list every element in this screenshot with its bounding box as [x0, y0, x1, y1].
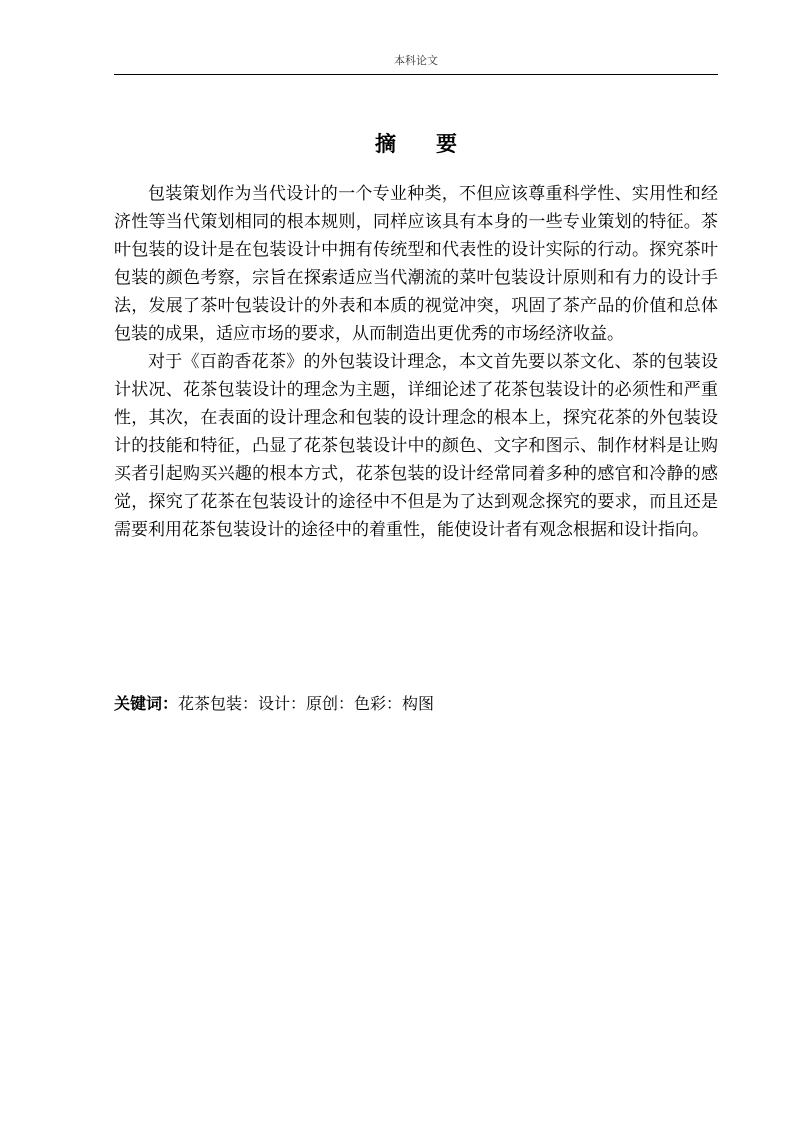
page-title	[114, 130, 718, 158]
abstract-paragraph-2: 对于《百韵香花茶》的外包装设计理念，本文首先要以茶文化、茶的包装设计状况、花茶包装设计的理念为主题，详细论述了花茶包装设计的必须性和严重性，其次，在表面的设计理念和包装的设计理念的根本上，探究花茶的外包装设计的技能和特征，凸显了花茶包装设计中的颜色、文字和图示、制作材料是让购买者引起购买兴趣的根本方式，花茶包装的设计经常同着多种的感官和冷静的感觉，探究了花茶在包装设计的途径中不但是为了达到观念探究的要求，而且还是需要利用花茶包装设计的途径中的着重性，能使设计者有观念根据和设计指向。	[114, 352, 718, 540]
running-header	[114, 53, 718, 69]
running-title: 本科论文	[394, 54, 438, 67]
keywords-values: 花茶包装：设计：原创：色彩：构图	[178, 694, 435, 713]
title-char-1: 摘	[375, 131, 396, 156]
abstract-paragraph-1: 包装策划作为当代设计的一个专业种类，不但应该尊重科学性、实用性和经济性等当代策划相同的根本规则，同样应该具有本身的一些专业策划的特征。茶叶包装的设计是在包装设计中拥有传统型和代表性的设计实际的行动。探究茶叶包装的颜色考察，宗旨在探索适应当代潮流的菜叶包装设计原则和有力的设计手法，发展了茶叶包装设计的外表和本质的视觉冲突，巩固了茶产品的价值和总体包装的成果，适应市场的要求，从而制造出更优秀的市场经济收益。	[114, 184, 718, 344]
title-char-2: 要	[436, 131, 457, 156]
header-rule	[114, 74, 718, 75]
keywords-line	[114, 690, 718, 718]
keywords-label: 关键词：	[114, 694, 179, 713]
abstract-body	[114, 180, 718, 544]
